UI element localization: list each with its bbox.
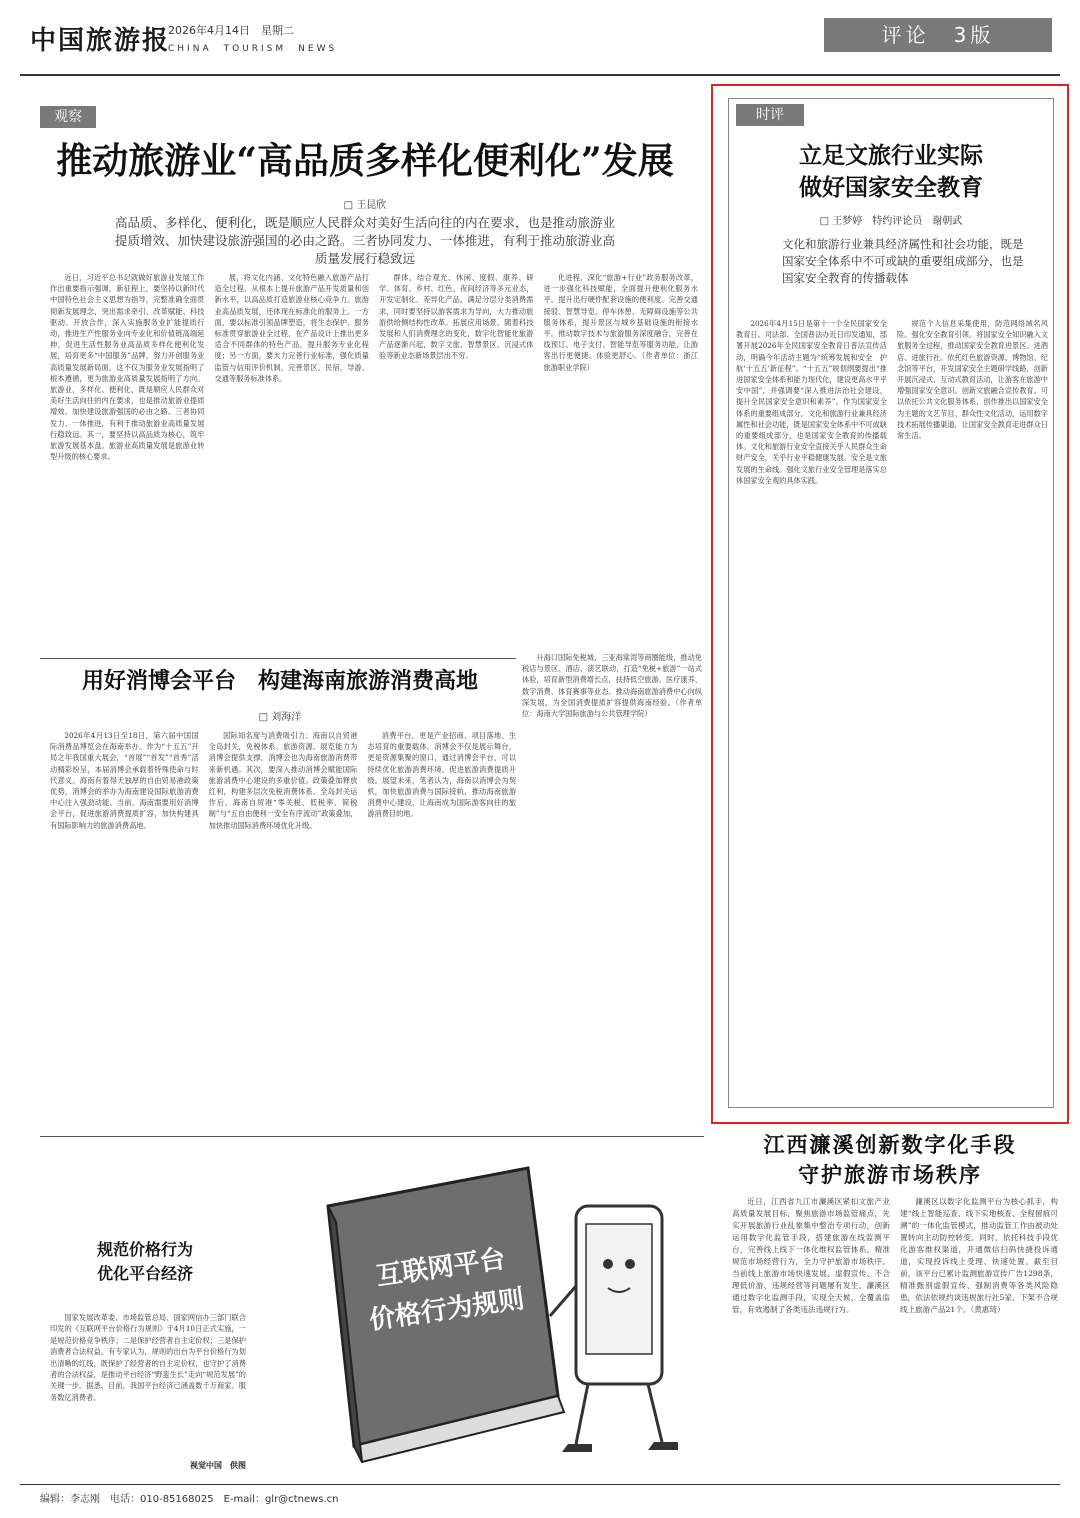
phone-arm bbox=[550, 1286, 576, 1316]
footer-editor-info: 编辑：李志刚 电话：010-85168025 E-mail：glr@ctnews.cn bbox=[40, 1494, 339, 1505]
column-label-commentary: 时评 bbox=[736, 104, 804, 126]
article1-title[interactable]: 推动旅游业“高品质多样化便利化”发展 bbox=[56, 140, 674, 182]
masthead bbox=[20, 14, 1060, 66]
book-title-line2: 价格行为规则 bbox=[367, 1284, 527, 1336]
english-name: CHINA TOURISM NEWS bbox=[168, 44, 338, 54]
article1-column: 化进程，深化“旅游+行业”政务服务改革，进一步强化科技赋能，全面提升便利化服务水平。提升出行硬件配套设施的便利度。完善交通接驳、智慧导览、停车休憩、无障碍设施等公共服务体系，提升景区与城乡基础设施的衔接水平。推动数字技术与旅游服务深度融合，完善在线预订、电子支付、智能导览等服务功能，让游客出行更便捷、体验更舒心。（作者单位：浙江旅游职业学院） bbox=[543, 273, 698, 372]
phone-foot-right bbox=[648, 1442, 678, 1450]
column-label-observation: 观察 bbox=[40, 106, 96, 128]
article3-lede: 文化和旅游行业兼具经济属性和社会功能，既是国家安全体系中不可或缺的重要组成部分，也是国家安全教育的传播载体 bbox=[782, 237, 1024, 285]
article3-body bbox=[736, 318, 1048, 1104]
issue-date: 2026年4月14日 星期二 bbox=[168, 24, 294, 37]
book-title-line1: 互联网平台 bbox=[374, 1244, 508, 1292]
article2-column: 2026年4月13日至18日，第六届中国国际消费品博览会在海南举办。作为“十五五”开局之年我国重大展会，“首展”“首发”“首秀”活动精彩纷呈，本届消博会承载着特殊使命与时代意义。海南有着得天独厚的自由贸易港政策优势，消博会的举办为海南建设国际旅游消费中心注入强劲动能。当前，海南需要用好消博会平台，促进旅游消费提质扩容，加快构建具有国际影响力的旅游消费高地。 bbox=[50, 731, 199, 830]
article2-body-left bbox=[50, 730, 516, 1124]
footer-rule bbox=[20, 1484, 1060, 1485]
phone-foot-left bbox=[562, 1444, 592, 1452]
phone-eye-right bbox=[625, 1259, 635, 1269]
article1-column: 近日，习近平总书记就做好旅游业发展工作作出重要指示强调，新征程上，要坚持以新时代中国特色社会主义思想为指导，完整准确全面贯彻新发展理念，突出需求牵引、改革赋能、科技驱动、开放合作，深入实施服务业扩能提质行动，推进生产性服务业向专业化和价值链高端延伸，促进生活性服务业高品质多样化便利化发展，培育更多“中国服务”品牌，努力开创服务业高质量发展新局面。这不仅为服务业发展指明了根本遵循，更为旅游业高质量发展指明了方向。旅游业，多样化、便利化，既是顺应人民群众对美好生活向往的内在要求，也是推动旅游业提质增效、加快建设旅游强国的必由之路。三者协同发力、一体推进，有利于推动旅游业高质量发展行稳致远。其一，要坚持以高品质为核心，筑牢旅游发展基本盘。旅游业高质量发展是旅游业转型升级的核心要求。 bbox=[50, 273, 205, 462]
article3-column: 规范个人信息采集使用，防范网络域名风险。强化安全教育引领。将国家安全知识融入文旅服务全过程，推动国家安全教育进景区、进酒店、进旅行社。依托红色旅游资源、博物馆、纪念馆等平台，开发国家安全主题研学线路，创新开展沉浸式、互动式教育活动，让游客在旅游中增强国家安全意识。创新文旅融合宣传教育。可以依托公共文化服务体系，创作推出以国家安全为主题的文艺节目、群众性文化活动，运用数字技术拓展传播渠道，让国家安全教育走进群众日常生活。 bbox=[897, 319, 1048, 441]
masthead-rule bbox=[20, 74, 1060, 76]
masthead-meta bbox=[168, 22, 337, 58]
sidebar-title[interactable] bbox=[50, 1238, 240, 1286]
sidebar-title-line1: 规范价格行为 bbox=[96, 1240, 193, 1259]
article1-byline: □ 王昆欣 bbox=[343, 200, 387, 211]
article4-title-line1: 江西濂溪创新数字化手段 bbox=[763, 1132, 1017, 1157]
article2-column: 国际知名度与消费吸引力；海南以自贸港全岛封关，免税体系、旅游资源、展览能力为消博会提供支撑，消博会也为海南旅游消费带来新机遇。其次，要深入推动消博会赋能国际旅游消费中心建设的多重价值。政策叠加释放红利，构建多层次免税消费体系。全岛封关运作后，海南自贸港“零关税、低税率、简税制”与“五自由便利一安全有序流动”政策叠加，加快推动国际消费环境优化升级。 bbox=[208, 731, 358, 830]
newspaper-logo: 中国旅游报 bbox=[30, 26, 171, 56]
article2-byline: □ 刘海洋 bbox=[258, 712, 302, 723]
sidebar-body bbox=[50, 1312, 246, 1454]
article3-column: 2026年4月15日是第十一个全民国家安全教育日。司法部、全国普法办近日印发通知，部署开展2026年全民国家安全教育日普法宣传活动，明确今年活动主题为“统筹发展和安全 护航‘十五五’新征程”。“十五五”规划纲要提出“推进国家安全体系和能力现代化，建设更高水平平安中国”，并强调要“深入推进法治社会建设，提升全民国家安全意识和素养”。作为国家安全体系的重要组成部分，文化和旅游行业兼具经济属性和社会功能，既是国家安全体系中不可或缺的重要组成部分，也是国家安全教育的传播载体。文化和旅游行业安全直接关乎人民群众生命财产安全，关乎行业平稳健康发展。安全是文旅发展的生命线。强化文旅行业安全管理是落实总体国家安全观的具体实践。 bbox=[736, 319, 887, 485]
article3-byline: □ 王梦婷 特约评论员 谢朝武 bbox=[819, 216, 963, 227]
section-divider bbox=[40, 1136, 704, 1137]
article1-column: 展，将文化内涵、文化特色融入旅游产品打造全过程，从根本上提升旅游产品开发质量和创新水平，以高品质打造旅游业核心竞争力。旅游业高品质发展，还体现在标准化的服务上。一方面，要以标准引领品牌塑造，将生态保护、服务标准贯穿旅游业全过程，在产品设计上推出更多适合不同群体的特色产品，提升服务专业化程度；另一方面，要大力完善行业标准，强化质量监管与信用评价机制，完善景区、民宿、导游、交通等服务标准体系。 bbox=[214, 273, 369, 383]
article4-column: 近日，江西省九江市濂溪区紧扣文旅产业高质量发展目标，聚焦旅游市场监管痛点，先实开展旅游行业乱象集中整治专项行动，创新运用数字化监管手段，搭建旅游在线监测平台，完善线上线下一体化维权监管体系，精准规范市场经营行为，全力守护旅游市场秩序。当前线上旅游市场快速发展，虚假宣传、不合理低价游、违规经营等问题屡有发生。濂溪区通过数字化监测手段，实现全天候、全覆盖监管，有效遏制了各类违法违规行为。 bbox=[732, 1197, 890, 1314]
phone-eye-left bbox=[603, 1259, 613, 1269]
article4-title[interactable] bbox=[716, 1130, 1064, 1190]
article3-title[interactable] bbox=[730, 140, 1052, 204]
article2-column: 升海口国际免税城、三亚海棠湾等商圈能级，推动免税店与景区、酒店、演艺联动，打造“免税+旅游”一站式体验，培育新型消费增长点，扶持低空旅游、医疗康养、数字消费、体育赛事等业态。推动海南旅游消费中心向纵深发展，为全国消费提质扩容提供海南经验。（作者单位：海南大学国际旅游与公共管理学院） bbox=[522, 653, 702, 719]
section-tag: 评论 3版 bbox=[824, 18, 1052, 52]
illustration bbox=[258, 1146, 704, 1474]
section-divider bbox=[40, 658, 516, 659]
article2-title[interactable]: 用好消博会平台 构建海南旅游消费高地 bbox=[81, 668, 478, 694]
sidebar-photo-credit: 视觉中国 供图 bbox=[190, 1461, 246, 1470]
article2-body-right bbox=[522, 652, 702, 1124]
article3-title-line1: 立足文旅行业实际 bbox=[799, 142, 983, 169]
article1-lede: 高品质、多样化、便利化，既是顺应人民群众对美好生活向往的内在要求，也是推动旅游业提质增效、加快建设旅游强国的必由之路。三者协同发力、一体推进，有利于推动旅游业高质量发展行稳致远 bbox=[114, 215, 615, 266]
phone-leg-left bbox=[576, 1384, 588, 1444]
book-phone-illustration bbox=[258, 1146, 704, 1474]
article4-column: 濂溪区以数字化监测平台为核心抓手，构建“线上智能巡查、线下实地核查、全程留痕可溯”的一体化监管模式，推动监管工作由被动处置转向主动防控转变。同时，依托科技手段优化游客维权渠道，开通微信扫码快捷投诉通道，实现投诉线上受理、快速处置。截至目前，该平台已累计监测旅游宣传广告1298条，精准甄别虚假宣传、强制消费等各类风险隐患，依法依规约谈违规旅行社5家、下架不合规线上旅游产品21个。（黄惠琦） bbox=[900, 1197, 1058, 1314]
article4-body bbox=[732, 1196, 1058, 1466]
article4-title-line2: 守护旅游市场秩序 bbox=[798, 1162, 982, 1187]
phone-screen bbox=[586, 1224, 652, 1354]
article2-column: 消费平台，更是产业招商、项目落地、生态培育的重要载体。消博会不仅是展示舞台，更是资源集聚的窗口，通过消博会平台，可以持续优化旅游消费环境、促进旅游消费提质升级。展望未来，笔者认为，海南以消博会为契机，加快旅游消费与国际接轨，推动海南旅游消费中心建设，让海南成为国际游客向往的旅游消费目的地。 bbox=[367, 731, 517, 819]
article1-column: 群体，结合观光、休闲、度假、康养、研学、体育、乡村、红色、夜间经济等多元业态，开发定制化、差异化产品，满足分层分类消费需求，同时要坚持以游客需求为导向，大力推动旅游供给侧结构性改革。拓展应用场景。随着科技发展和人们消费理念的变化，数字化智能化旅游产品逐渐兴起，数字文旅、智慧景区、沉浸式体验等新业态新场景层出不穷。 bbox=[379, 273, 534, 361]
phone-leg-right bbox=[648, 1384, 662, 1442]
article3-title-line2: 做好国家安全教育 bbox=[799, 174, 983, 201]
sidebar-title-line2: 优化平台经济 bbox=[96, 1264, 193, 1283]
sidebar-column: 国家发展改革委、市场监管总局、国家网信办三部门联合印发的《互联网平台价格行为规则》于4月10日正式实施，一是规范价格竞争秩序；二是保护经营者自主定价权；三是保护消费者合法权益。有专家认为，规则的出台为平台价格行为划出清晰的红线，既保护了经营者的自主定价权，也守护了消费者的合法权益，是推动平台经济“野蛮生长”走向“规范发展”的关键一步。据悉，目前，我国平台经济已涵盖数千万商家、服务数亿消费者。 bbox=[50, 1313, 246, 1402]
article1-body bbox=[50, 272, 698, 638]
